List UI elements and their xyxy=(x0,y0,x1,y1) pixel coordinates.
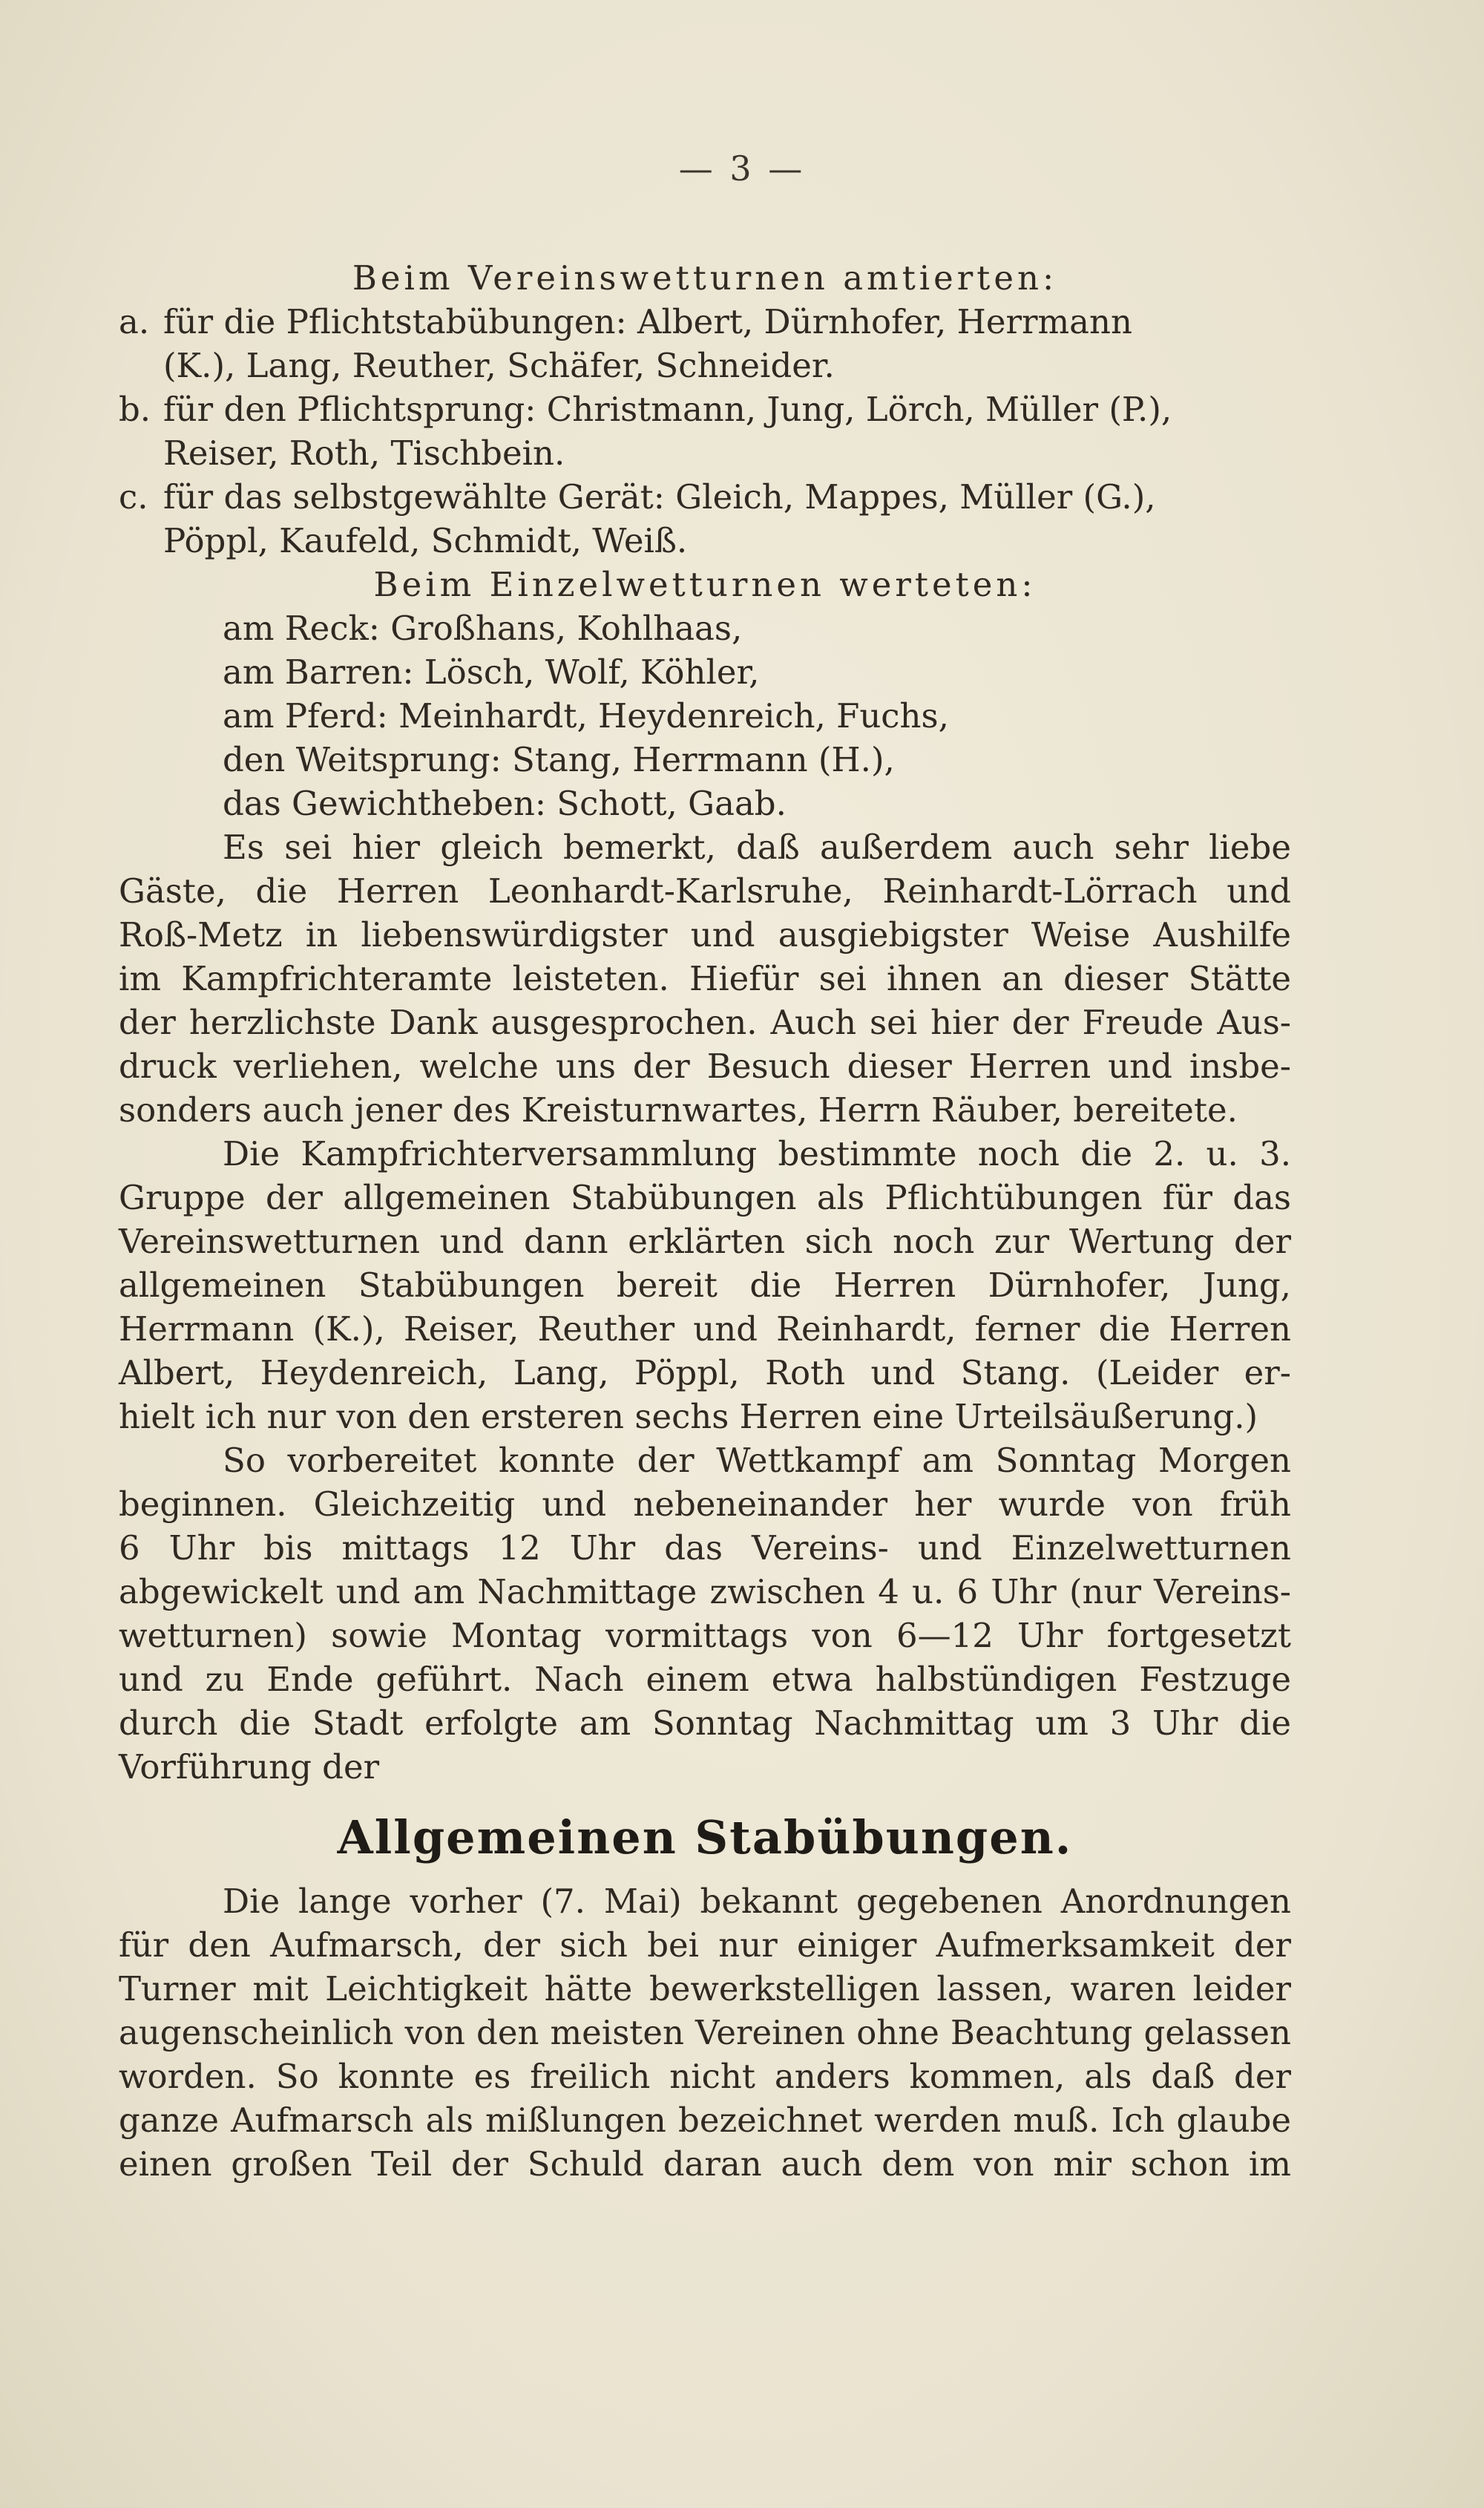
list-b-line1: für den Pflichtsprung: Christmann, Jung, Lörch, Müller (P.), xyxy=(163,390,1172,429)
heading-einzelwetturnen: Beim Einzelwetturnen werteten: xyxy=(373,565,1037,604)
list-c-line1: für das selbstgewählte Gerät: Gleich, Mappes, Müller (G.), xyxy=(163,477,1156,517)
paragraph-line: sonders auch jener des Kreisturnwartes, Herrn Räuber, bereitete. xyxy=(119,1090,1238,1130)
paragraph-line: beginnen. Gleichzeitig und nebeneinander her wurde von früh xyxy=(119,1484,1291,1524)
list-a-line2: (K.), Lang, Reuther, Schäfer, Schneider. xyxy=(163,346,835,385)
paragraph-line: Es sei hier gleich bemerkt, daß außerdem auch sehr liebe xyxy=(223,828,1291,867)
paragraph-line: durch die Stadt erfolgte am Sonntag Nachmittag um 3 Uhr die xyxy=(119,1703,1291,1743)
heading-vereinswetturnen: Beim Vereinswetturnen amtierten: xyxy=(352,258,1058,298)
paragraph-line: im Kampfrichteramte leisteten. Hiefür sei ihnen an dieser Stätte xyxy=(119,959,1291,998)
paragraph-line: für den Aufmarsch, der sich bei nur einiger Aufmerksamkeit der xyxy=(119,1925,1291,1965)
einzel-line: den Weitsprung: Stang, Herrmann (H.), xyxy=(223,740,895,779)
list-b-line2: Reiser, Roth, Tischbein. xyxy=(163,433,565,473)
paragraph-line: worden. So konnte es freilich nicht anders kommen, als daß der xyxy=(119,2057,1291,2096)
paragraph-line: Vorführung der xyxy=(119,1747,380,1787)
paragraph-line: Vereinswetturnen und dann erklärten sich noch zur Wertung der xyxy=(119,1222,1291,1261)
page-number: — 3 — xyxy=(678,148,806,189)
paragraph-line: Turner mit Leichtigkeit hätte bewerkstelligen lassen, waren leider xyxy=(119,1969,1291,2008)
einzel-line: am Pferd: Meinhardt, Heydenreich, Fuchs, xyxy=(223,696,949,736)
list-item-a xyxy=(119,300,1291,387)
paragraph-line: allgemeinen Stabübungen bereit die Herren Dürnhofer, Jung, xyxy=(119,1266,1291,1305)
paragraph-line: ganze Aufmarsch als mißlungen bezeichnet werden muß. Ich glaube xyxy=(119,2101,1291,2140)
paragraph-line: Roß-Metz in liebenswürdigster und ausgiebigster Weise Aushilfe xyxy=(119,915,1291,955)
paragraph-line: und zu Ende geführt. Nach einem etwa halbstündigen Festzuge xyxy=(119,1660,1291,1699)
list-item-c xyxy=(119,475,1291,563)
paragraph-line: Gruppe der allgemeinen Stabübungen als Pflichtübungen für das xyxy=(119,1178,1291,1217)
einzel-line: das Gewichtheben: Schott, Gaab. xyxy=(223,784,787,823)
section-heading: Allgemeinen Stabübungen. xyxy=(337,1810,1073,1864)
paragraph-line: So vorbereitet konnte der Wettkampf am Sonntag Morgen xyxy=(223,1441,1291,1480)
paragraph-line: hielt ich nur von den ersteren sechs Herren eine Urteilsäußerung.) xyxy=(119,1397,1258,1436)
paragraph-line: einen großen Teil der Schuld daran auch dem von mir schon im xyxy=(119,2144,1291,2184)
page-body xyxy=(119,256,1291,2186)
list-label-a: a. xyxy=(119,302,150,341)
paragraph-line: abgewickelt und am Nachmittage zwischen 4 u. 6 Uhr (nur Vereins- xyxy=(119,1572,1291,1611)
paragraph-line: wetturnen) sowie Montag vormittags von 6—12 Uhr fortgesetzt xyxy=(119,1616,1291,1655)
paragraph-line: druck verliehen, welche uns der Besuch dieser Herren und insbe- xyxy=(119,1047,1291,1086)
einzel-list xyxy=(119,606,1291,825)
list-a-line1: für die Pflichtstabübungen: Albert, Dürnhofer, Herrmann xyxy=(163,302,1132,341)
paragraph-gaeste xyxy=(119,825,1291,1132)
paragraph-line: augenscheinlich von den meisten Vereinen ohne Beachtung gelassen xyxy=(119,2013,1291,2052)
paragraph-line: Albert, Heydenreich, Lang, Pöppl, Roth und Stang. (Leider er- xyxy=(119,1353,1291,1392)
einzel-line: am Barren: Lösch, Wolf, Köhler, xyxy=(223,652,760,692)
list-item-b xyxy=(119,387,1291,475)
paragraph-line: der herzlichste Dank ausgesprochen. Auch sei hier der Freude Aus- xyxy=(119,1003,1291,1042)
paragraph-line: Die Kampfrichterversammlung bestimmte noch die 2. u. 3. xyxy=(223,1134,1291,1173)
paragraph-line: Gäste, die Herren Leonhardt-Karlsruhe, Reinhardt-Lörrach und xyxy=(119,871,1291,911)
paragraph-kampfrichter xyxy=(119,1132,1291,1438)
paragraph-line: Herrmann (K.), Reiser, Reuther und Reinhardt, ferner die Herren xyxy=(119,1309,1291,1349)
paragraph-line: 6 Uhr bis mittags 12 Uhr das Vereins- und Einzelwetturnen xyxy=(119,1528,1291,1568)
paragraph-wettkampf xyxy=(119,1438,1291,1789)
paragraph-line: Die lange vorher (7. Mai) bekannt gegebenen Anordnungen xyxy=(223,1882,1291,1921)
list-c-line2: Pöppl, Kaufeld, Schmidt, Weiß. xyxy=(163,521,688,560)
list-label-c: c. xyxy=(119,477,148,517)
paragraph-aufmarsch xyxy=(119,1879,1291,2186)
list-label-b: b. xyxy=(119,390,151,429)
einzel-line: am Reck: Großhans, Kohlhaas, xyxy=(223,609,743,648)
